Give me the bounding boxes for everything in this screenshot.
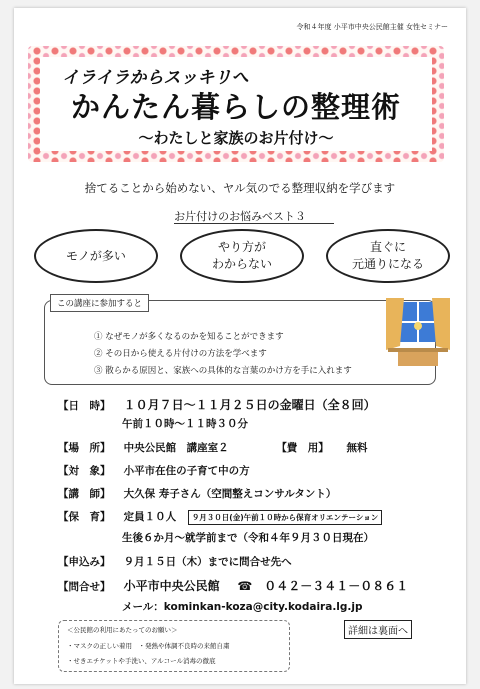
email-address: メール：kominkan-koza@city.kodaira.lg.jp xyxy=(122,601,363,613)
fee-label: 【費 用】 xyxy=(276,442,329,454)
notice-title: ＜公民館の利用にあたってのお願い＞ xyxy=(67,626,178,634)
title-panel xyxy=(40,57,432,151)
header-note: 令和４年度 小平市中央公民館主催 女性セミナー xyxy=(296,23,448,31)
worry-text-3: 直ぐに 元通りになる xyxy=(351,240,424,271)
notice-item-2: ・せきエチケットや手洗い、アルコール消毒の徹底 xyxy=(67,657,216,665)
schedule-row xyxy=(58,396,376,413)
facility-notice-box xyxy=(58,620,290,672)
contact-label: 【問合せ】 xyxy=(58,581,111,593)
fee-value: 無料 xyxy=(346,442,368,454)
schedule-label: 【日 時】 xyxy=(58,400,111,412)
email-row xyxy=(122,599,363,614)
childcare-value: 定員１０人 xyxy=(123,511,177,523)
worry-text-1: モノが多い xyxy=(66,248,126,263)
place-label: 【場 所】 xyxy=(58,442,111,454)
contact-row xyxy=(58,577,408,594)
worry-oval-2 xyxy=(180,229,304,283)
target-row xyxy=(58,463,250,478)
apply-value: ９月１５日（木）までに問合せ先へ xyxy=(123,556,292,568)
time-row xyxy=(122,416,248,431)
course-item-2: ② その日から使える片付けの方法を学べます xyxy=(94,349,267,359)
lecturer-row xyxy=(58,486,336,501)
target-value: 小平市在住の子育て中の方 xyxy=(123,465,250,477)
title-line1: イライラからスッキリへ xyxy=(62,68,249,88)
course-benefits-tag: この講座に参加すると xyxy=(50,294,149,312)
childcare-age-row xyxy=(122,530,374,545)
childcare-age: 生後６か月～就学前まで（令和４年９月３０日現在） xyxy=(122,532,374,544)
worry-oval-1 xyxy=(34,229,158,283)
window-illustration xyxy=(382,296,454,368)
place-row xyxy=(58,440,367,455)
childcare-orientation-note: ９月３０日(金)午前１０時から保育オリエンテーション xyxy=(188,510,382,525)
lead-text: 捨てることから始めない、ヤル気のでる整理収納を学びます xyxy=(84,181,396,195)
target-label: 【対 象】 xyxy=(58,465,111,477)
schedule-value: １０月７日～１１月２５日の金曜日（全８回） xyxy=(123,398,376,412)
worry-text-2: やり方が わからない xyxy=(211,240,272,271)
phone-number: ☎ ０４２－３４１－０８６１ xyxy=(237,579,409,593)
childcare-row xyxy=(58,509,382,525)
lecturer-label: 【講 師】 xyxy=(58,488,111,500)
place-value: 中央公民館 講座室２ xyxy=(123,442,229,454)
lecturer-value: 大久保 寿子さん（空間整えコンサルタント） xyxy=(123,488,337,500)
notice-item-1: ・マスクの正しい着用 ・発熱や体調不良時の来館自粛 xyxy=(67,642,230,650)
flyer-page xyxy=(14,8,466,684)
course-item-3: ③ 散らかる原因と、家族への具体的な言葉のかけ方を手に入れます xyxy=(94,366,352,376)
best3-title: お片付けのお悩みベスト３ xyxy=(174,210,306,223)
apply-label: 【申込み】 xyxy=(58,556,111,568)
course-item-1: ① なぜモノが多くなるのかを知ることができます xyxy=(94,332,284,342)
details-on-back-label: 詳細は裏面へ xyxy=(344,620,412,639)
apply-row xyxy=(58,554,292,569)
childcare-label: 【保 育】 xyxy=(58,511,111,523)
title-main: かんたん暮らしの整理術 xyxy=(70,90,401,124)
flower-border-frame xyxy=(28,46,444,162)
worry-oval-3 xyxy=(326,229,450,283)
time-value: 午前１０時～１１時３０分 xyxy=(122,418,248,430)
title-subtitle: ～わたしと家族のお片付け～ xyxy=(138,129,334,147)
best3-underline xyxy=(174,223,334,224)
contact-value: 小平市中央公民館 xyxy=(123,579,220,593)
